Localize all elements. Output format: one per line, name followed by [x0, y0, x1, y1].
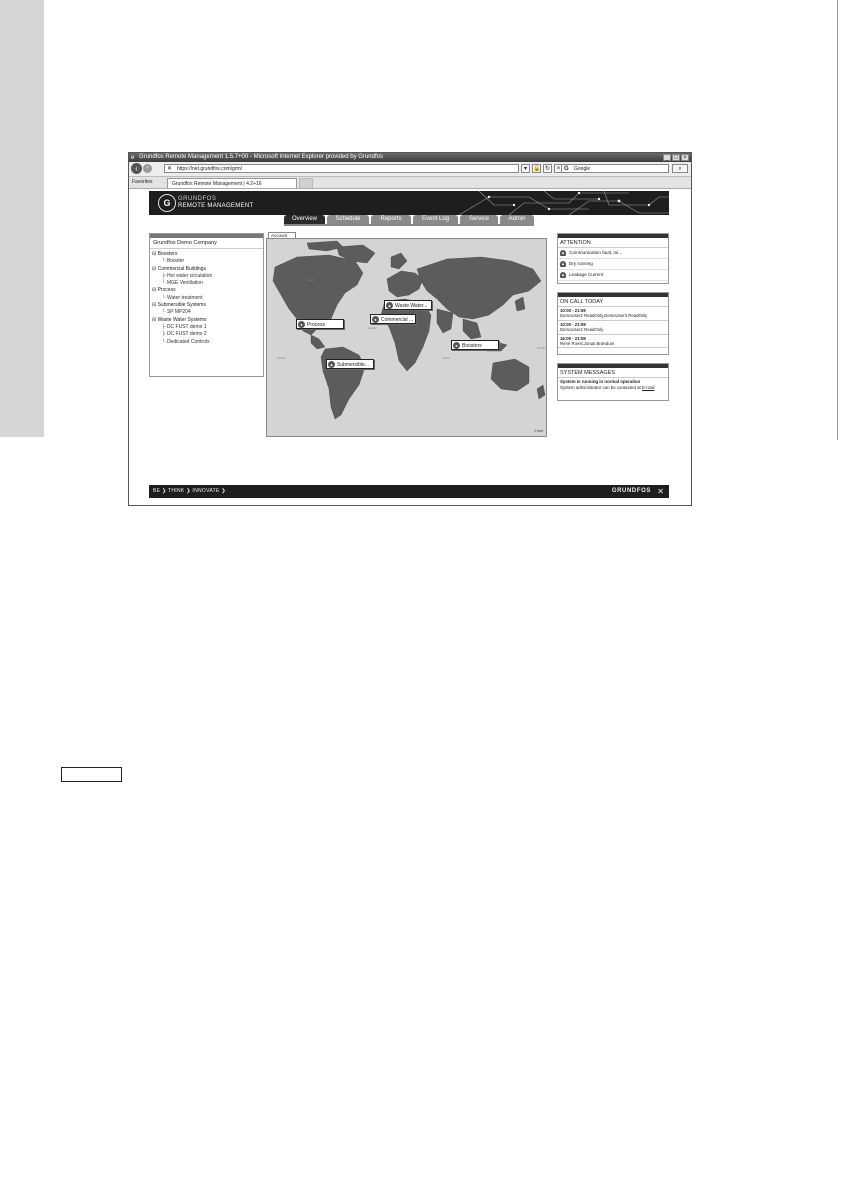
map-marker-process[interactable]: ● Process [296, 319, 344, 329]
main-menu [284, 215, 534, 224]
attention-item[interactable]: ▲ Communication fault, mi... [558, 248, 668, 259]
system-messages-title: SYSTEM MESSAGES [558, 368, 668, 378]
tree-group-waste-water[interactable]: ⊟ Waste Water Systems [152, 316, 207, 323]
minimize-icon[interactable]: _ [663, 154, 671, 161]
ok-status-icon: ● [453, 342, 460, 349]
bell-icon: ▲ [561, 272, 565, 277]
search-icon[interactable]: ⌕ [672, 164, 688, 173]
browser-titlebar [129, 153, 691, 162]
attention-item[interactable]: ▲ Dry running [558, 259, 668, 270]
app-footer [149, 485, 669, 498]
tab-service[interactable]: Service [460, 215, 498, 224]
brand-product: REMOTE MANAGEMENT [178, 203, 254, 209]
tree-item-hot-water[interactable]: ├ Hot water circulation [162, 272, 213, 279]
browser-tab[interactable] [167, 178, 297, 188]
map-scale: 2 km [534, 428, 543, 433]
svg-text:North: North [307, 278, 315, 282]
tree-group-boosters[interactable]: ⊟ Boosters [152, 251, 178, 257]
on-call-entry: 10:00 - 21:59 DemoUser2 ReadOnly,DemoUser3 ReadOnly [558, 307, 668, 321]
map-tab-account[interactable]: Account [268, 232, 296, 238]
footer-logo: GRUNDFOS [611, 488, 651, 494]
system-messages-body: System is running in normal operation System administrator can be contacted at E-mail [560, 379, 655, 390]
tree-item-dedicated-controls[interactable]: └ Dedicated Controls [162, 338, 210, 345]
tree-item-dc-fust-2[interactable]: ├ DC FUST demo 2 [162, 331, 207, 338]
back-arrow-icon[interactable]: ‹ [131, 163, 142, 174]
forward-arrow-icon[interactable]: › [143, 164, 152, 173]
page-side-strip [0, 0, 44, 437]
stop-icon[interactable]: × [554, 164, 563, 173]
tab-title: Grundfos Remote Management | 4.2+16 [172, 181, 262, 187]
svg-text:Pacific: Pacific [537, 346, 546, 350]
svg-text:Atlantic: Atlantic [367, 326, 377, 330]
tab-reports[interactable]: Reports [371, 215, 411, 224]
on-call-entry: 16:00 - 21:59 René Roest,Jonas Brøndum [558, 335, 668, 349]
map-marker-submersible[interactable]: ▲ Submersible... [326, 359, 374, 369]
tree-group-process[interactable]: ⊟ Process [152, 287, 176, 294]
site-favicon-icon: ✕ [167, 166, 173, 172]
app-page [149, 191, 669, 498]
new-tab-button[interactable] [299, 178, 313, 188]
tab-admin[interactable]: Admin [500, 215, 534, 224]
world-map[interactable] [266, 238, 547, 437]
grundfos-logo-icon: G [158, 194, 176, 212]
on-call-entry: 10:00 - 21:59 DemoUser2 ReadOnly [558, 321, 668, 335]
window-controls [663, 154, 689, 161]
map-marker-boosters[interactable]: ● Boosters [451, 340, 499, 350]
close-icon[interactable]: × [681, 154, 689, 161]
map-marker-commercial[interactable]: ● Commercial ... [370, 314, 416, 324]
maximize-icon[interactable]: □ [672, 154, 680, 161]
browser-window [128, 152, 692, 506]
map-marker-waste-water[interactable]: ▲ Waste Water... [384, 300, 432, 310]
grundfos-x-icon: ✕ [657, 487, 664, 496]
search-input[interactable]: G Google [561, 164, 669, 173]
ok-status-icon: ● [298, 321, 305, 328]
attention-box [557, 233, 669, 284]
tree-item-dc-fust-1[interactable]: ├ DC FUST demo 1 [162, 323, 207, 330]
bell-icon: ▲ [329, 362, 334, 367]
google-icon: G [564, 166, 569, 172]
map-area [266, 232, 547, 442]
footer-slogan: BE ❯ THINK ❯ INNOVATE ❯ [153, 488, 226, 494]
tab-event-log[interactable]: Event Log [413, 215, 458, 224]
attention-item[interactable]: ▲ Leakage Current [558, 270, 668, 281]
hierarchy-panel [149, 233, 264, 377]
url-input[interactable]: ✕ https://net.grundfos.com/grm/ [164, 164, 519, 173]
tree-item-sp-mp204[interactable]: └ SP MP204 [162, 309, 191, 316]
page-label-box [61, 767, 122, 782]
world-map-graphic [267, 239, 547, 437]
brand-name: GRUNDFOS [178, 196, 217, 202]
tree-item-water-treatment[interactable]: └ Water treatment [162, 294, 203, 301]
dropdown-arrow-icon[interactable]: ▾ [521, 164, 530, 173]
tree-item-mge-ventilation[interactable]: └ MGE Ventilation [162, 280, 203, 287]
refresh-icon[interactable]: ↻ [544, 166, 551, 172]
bell-icon: ▲ [387, 303, 392, 308]
group-tree [150, 251, 263, 346]
favorites-bar [129, 177, 691, 189]
address-tools [521, 164, 563, 173]
on-call-title: ON CALL TODAY [558, 297, 668, 307]
app-header [149, 191, 669, 215]
ie-icon: e [131, 155, 135, 161]
bell-icon: ▲ [561, 261, 565, 266]
page-edge-rule [837, 0, 838, 440]
browser-title: Grundfos Remote Management 1.5.7+00 - Microsoft Internet Explorer provided by Grundfos [139, 154, 383, 160]
bell-icon: ▲ [561, 250, 565, 255]
svg-text:Indian: Indian [442, 356, 451, 360]
tree-item-booster[interactable]: └ Booster [162, 258, 185, 265]
on-call-box [557, 292, 669, 355]
lock-icon[interactable]: 🔒 [533, 166, 541, 172]
favorites-button[interactable]: Favorites [132, 179, 153, 185]
tab-overview[interactable]: Overview [284, 215, 325, 224]
tree-group-commercial[interactable]: ⊟ Commercial Buildings [152, 265, 206, 272]
ok-status-icon: ● [372, 316, 379, 323]
menu-underline [284, 224, 534, 226]
address-bar [129, 162, 691, 177]
attention-title: ATTENTION [558, 238, 668, 248]
system-messages-box [557, 363, 669, 401]
admin-email-link[interactable]: E-mail [642, 384, 655, 390]
tab-schedule[interactable]: Schedule [327, 215, 369, 224]
tree-group-submersible[interactable]: ⊟ Submersible Systems [152, 302, 206, 309]
svg-text:Pacific: Pacific [277, 356, 286, 360]
company-name: Grundfos Demo Company [150, 238, 263, 249]
